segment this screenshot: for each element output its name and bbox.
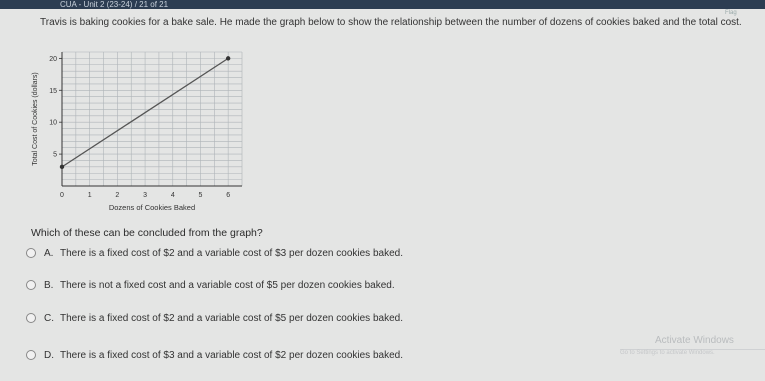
choice-d-text: There is a fixed cost of $3 and a variable cost of $2 per dozen cookies baked. [60, 349, 403, 361]
y-tick-label: 5 [53, 151, 57, 159]
choice-c-letter: C. [44, 312, 54, 324]
flag-button[interactable]: Flag [725, 10, 737, 16]
question-text: Travis is baking cookies for a bake sale. He made the graph below to show the relationship between the number of dozens of cookies baked and the total cost. [40, 17, 742, 28]
x-tick-label: 6 [226, 192, 231, 199]
choice-d[interactable] [26, 346, 403, 364]
x-tick-label: 2 [115, 192, 120, 199]
choice-a-text: There is a fixed cost of $2 and a variable cost of $3 per dozen cookies baked. [60, 247, 403, 259]
y-tick-label: 15 [49, 87, 57, 95]
activate-windows-watermark: Activate Windows [655, 335, 734, 346]
question-prompt: Which of these can be concluded from the graph? [31, 227, 263, 239]
x-axis-label: Dozens of Cookies Baked [108, 203, 196, 212]
choice-a-radio[interactable] [26, 248, 36, 258]
x-tick-label: 0 [60, 192, 64, 199]
top-bar [0, 0, 765, 9]
choice-d-radio[interactable] [26, 350, 36, 360]
choice-c-text: There is a fixed cost of $2 and a variable cost of $5 per dozen cookies baked. [60, 312, 403, 324]
activate-windows-subtext: Go to Settings to activate Windows. [620, 350, 715, 356]
choice-b[interactable] [26, 276, 395, 294]
y-axis-label: Total Cost of Cookies (dollars) [32, 72, 39, 166]
cost-graph [28, 44, 248, 224]
x-tick-label: 3 [143, 192, 148, 199]
x-tick-label: 1 [87, 192, 92, 199]
choice-c-radio[interactable] [26, 313, 36, 323]
y-tick-label: 10 [49, 119, 57, 127]
choice-b-text: There is not a fixed cost and a variable cost of $5 per dozen cookies baked. [60, 279, 395, 291]
choice-a[interactable] [26, 244, 403, 262]
choice-b-letter: B. [44, 279, 54, 291]
choice-a-letter: A. [44, 247, 54, 259]
x-tick-label: 4 [170, 192, 175, 199]
series-point [226, 56, 230, 60]
choice-d-letter: D. [44, 349, 54, 361]
choice-b-radio[interactable] [26, 280, 36, 290]
series-point [60, 165, 64, 169]
assessment-title: CUA - Unit 2 (23-24) / 21 of 21 [60, 0, 169, 9]
y-tick-label: 20 [49, 55, 57, 63]
choice-c[interactable] [26, 309, 403, 327]
x-tick-label: 5 [198, 192, 203, 199]
